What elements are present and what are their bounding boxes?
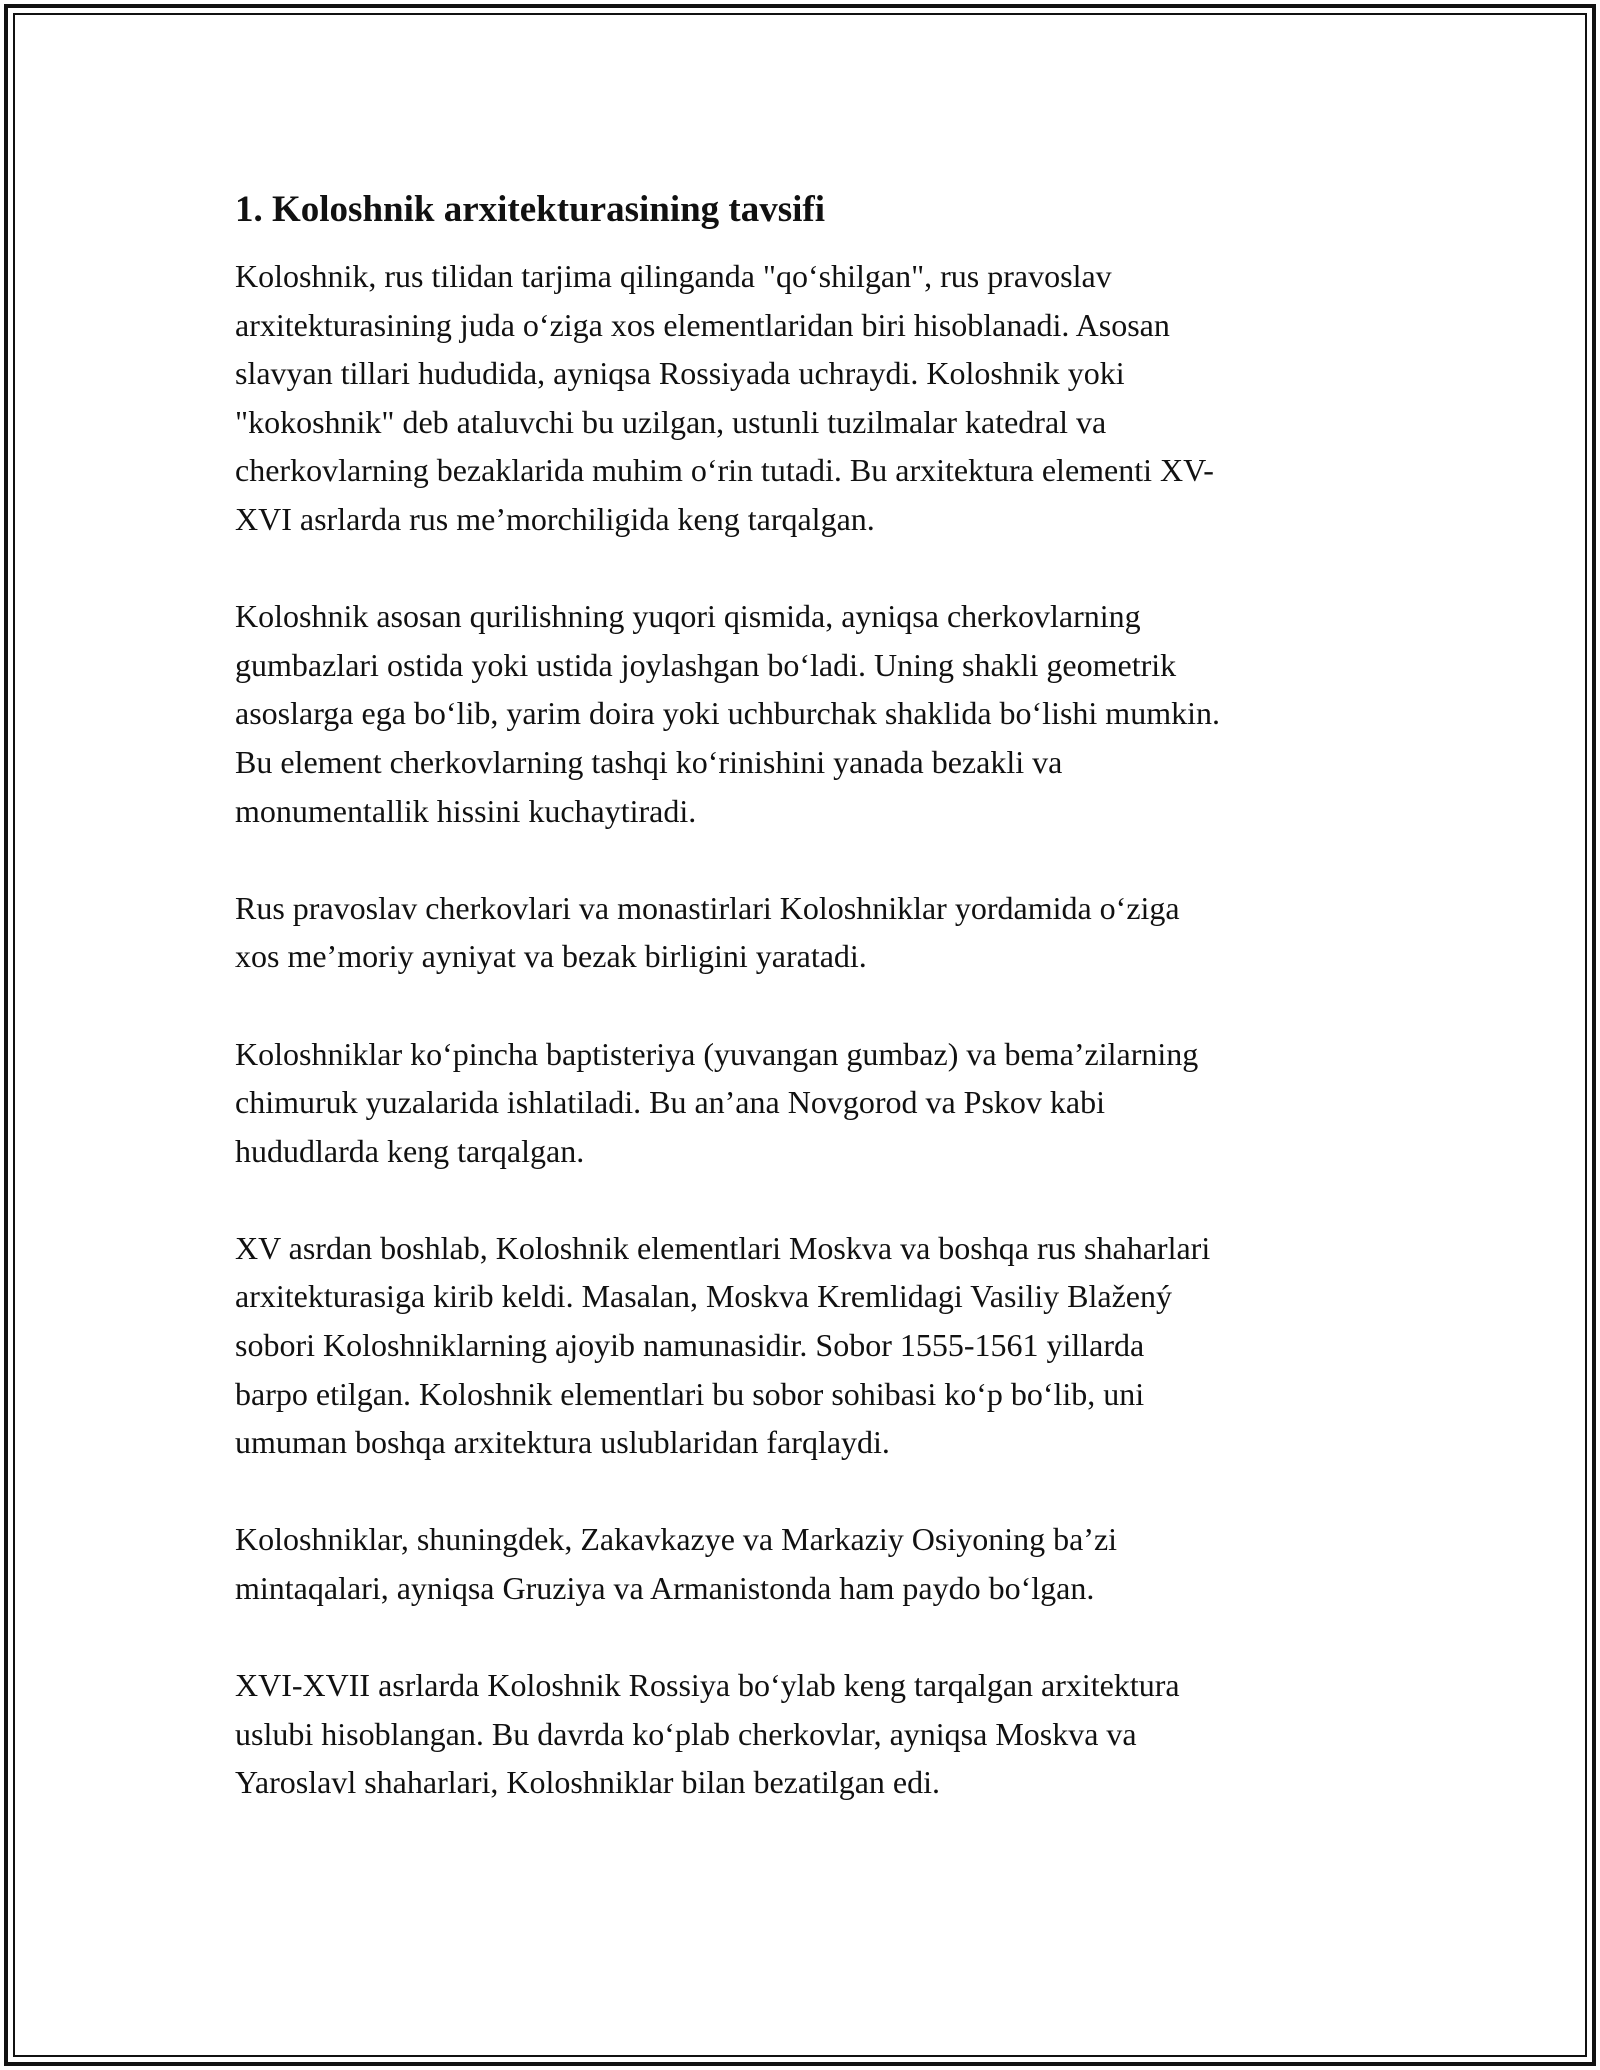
paragraph-line: slavyan tillari hududida, ayniqsa Rossiyada uchraydi. Koloshnik yoki <box>235 355 1125 392</box>
paragraph-line: Koloshnik asosan qurilishning yuqori qismida, ayniqsa cherkovlarning <box>235 598 1141 635</box>
paragraph-line: "kokoshnik" deb ataluvchi bu uzilgan, ustunli tuzilmalar katedral va <box>235 403 1107 440</box>
paragraph-line: sobori Koloshniklarning ajoyib namunasidir. Sobor 1555-1561 yillarda <box>235 1327 1145 1364</box>
paragraph-line: arxitekturasiga kirib keldi. Masalan, Moskva Kremlidagi Vasiliy Blažený <box>235 1278 1172 1315</box>
paragraph-line: hududlarda keng tarqalgan. <box>235 1132 585 1169</box>
paragraph-6 <box>235 1515 1365 1612</box>
paragraph-line: XVI-XVII asrlarda Koloshnik Rossiya bo‘ylab keng tarqalgan arxitektura <box>235 1667 1180 1704</box>
paragraph-line: Yaroslavl shaharlari, Koloshniklar bilan bezatilgan edi. <box>235 1764 941 1801</box>
paragraph-line: XV asrdan boshlab, Koloshnik elementlari Moskva va boshqa rus shaharlari <box>235 1229 1211 1266</box>
paragraph-line: gumbazlari ostida yoki ustida joylashgan bo‘ladi. Uning shakli geometrik <box>235 646 1177 683</box>
paragraph-line: Koloshniklar, shuningdek, Zakavkazye va Markaziy Osiyoning ba’zi <box>235 1521 1118 1558</box>
paragraph-1 <box>235 252 1365 544</box>
paragraph-line: umuman boshqa arxitektura uslublaridan farqlaydi. <box>235 1424 890 1461</box>
paragraph-line: arxitekturasining juda o‘ziga xos elementlaridan biri hisoblanadi. Asosan <box>235 306 1170 343</box>
paragraph-line: Koloshnik, rus tilidan tarjima qilinganda "qo‘shilgan", rus pravoslav <box>235 258 1112 294</box>
paragraph-2 <box>235 592 1365 835</box>
paragraph-line: Koloshniklar ko‘pincha baptisteriya (yuvangan gumbaz) va bema’zilarning <box>235 1035 1199 1072</box>
paragraph-line: mintaqalari, ayniqsa Gruziya va Armanistonda ham paydo bo‘lgan. <box>235 1570 1095 1607</box>
paragraph-3 <box>235 884 1365 981</box>
paragraph-line: XVI asrlarda rus me’morchiligida keng tarqalgan. <box>235 500 875 537</box>
paragraph-5 <box>235 1224 1365 1467</box>
paragraph-line: Rus pravoslav cherkovlari va monastirlari Koloshniklar yordamida o‘ziga <box>235 889 1180 926</box>
paragraph-line: xos me’moriy ayniyat va bezak birligini yaratadi. <box>235 938 867 975</box>
paragraph-7 <box>235 1661 1365 1807</box>
document-body <box>235 188 1365 1856</box>
paragraph-line: chimuruk yuzalarida ishlatiladi. Bu an’ana Novgorod va Pskov kabi <box>235 1084 1106 1121</box>
paragraph-line: barpo etilgan. Koloshnik elementlari bu sobor sohibasi ko‘p bo‘lib, uni <box>235 1375 1145 1412</box>
section-heading: 1. Koloshnik arxitekturasining tavsifi <box>235 189 826 230</box>
paragraph-line: asoslarga ega bo‘lib, yarim doira yoki uchburchak shaklida bo‘lishi mumkin. <box>235 695 1220 732</box>
paragraph-4 <box>235 1030 1365 1176</box>
paragraph-line: uslubi hisoblangan. Bu davrda ko‘plab cherkovlar, ayniqsa Moskva va <box>235 1715 1137 1752</box>
paragraph-line: Bu element cherkovlarning tashqi ko‘rinishini yanada bezakli va <box>235 743 1063 780</box>
paragraph-line: monumentallik hissini kuchaytiradi. <box>235 792 697 829</box>
paragraph-line: cherkovlarning bezaklarida muhim o‘rin tutadi. Bu arxitektura elementi XV- <box>235 452 1214 489</box>
